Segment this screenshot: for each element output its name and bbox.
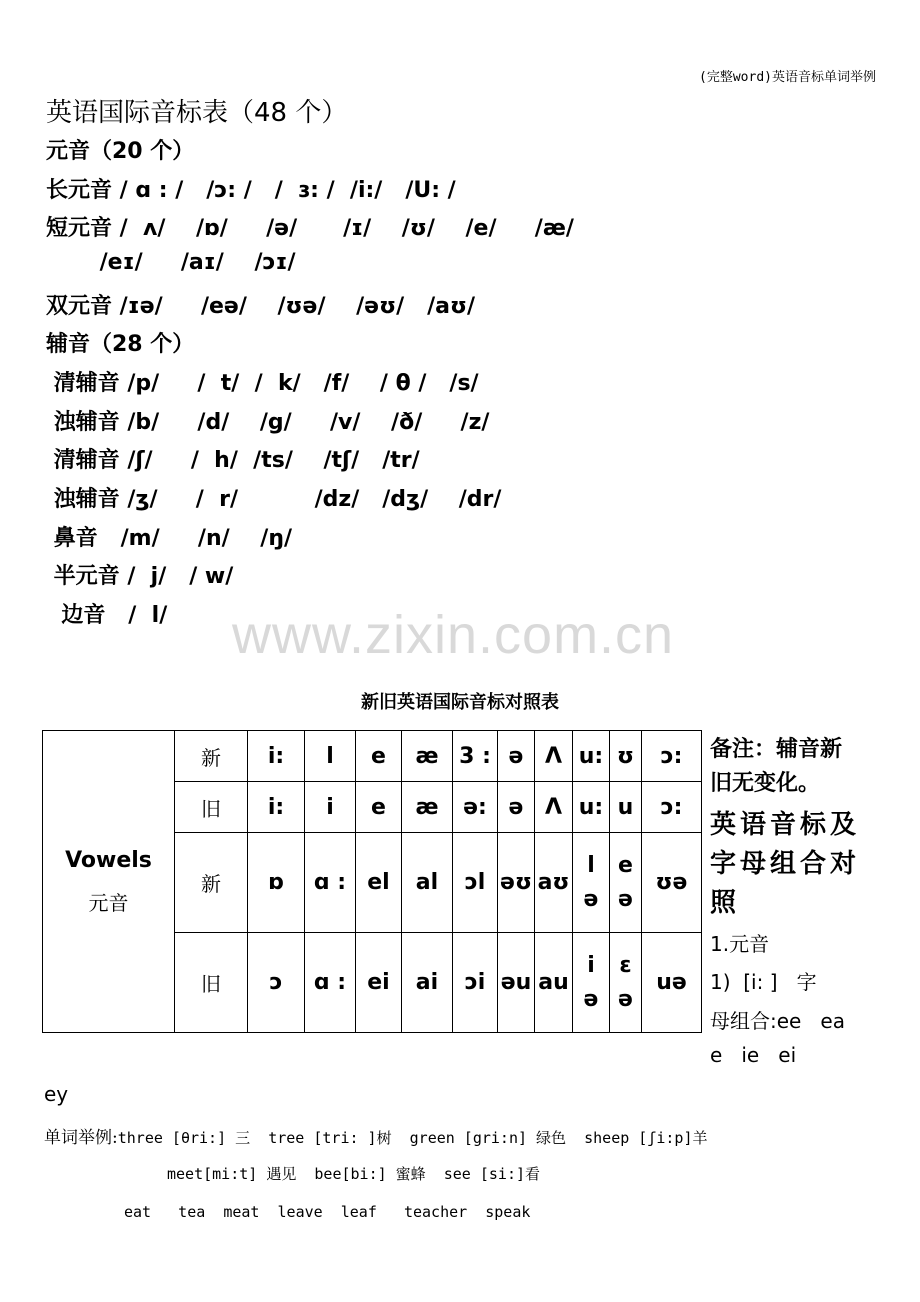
- phonetic-line: 辅音（28 个）: [46, 332, 195, 357]
- symbol-cell: ai: [402, 933, 453, 1033]
- letter-combo-ey: ey: [44, 1082, 69, 1106]
- vowels-header-cell: [43, 731, 175, 1033]
- symbol-cell: æ: [402, 731, 453, 782]
- phonetic-line: 元音（20 个）: [46, 139, 195, 164]
- stacked-symbol: ɛ: [619, 952, 632, 978]
- phonetic-line: 长元音 / ɑ : / /ɔ: / / ɜ: / /i:/ /U: /: [46, 178, 456, 203]
- symbol-cell: Λ: [535, 731, 573, 782]
- symbol-cell: ɔi: [453, 933, 498, 1033]
- example-lead: 单词举例:: [44, 1128, 118, 1148]
- symbol-cell: ə: [498, 782, 535, 833]
- phonetic-line: /eɪ/ /aɪ/ /ɔɪ/: [46, 250, 296, 275]
- phonetic-line: 浊辅音 /b/ /d/ /g/ /v/ /ð/ /z/: [46, 410, 490, 435]
- symbol-cell: ʊə: [642, 833, 702, 933]
- example-line: meet[mi:t] 遇见 bee[bi:] 蜜蜂 see [si:]看: [167, 1165, 541, 1183]
- symbol-cell: e: [356, 782, 402, 833]
- example-line: [44, 1123, 708, 1148]
- symbol-cell: l: [305, 731, 356, 782]
- letter-combo: 母组合:ee ea: [710, 1009, 845, 1033]
- phonetic-line: 清辅音 /p/ / t/ / k/ /f/ / θ / /s/: [46, 371, 479, 396]
- symbol-cell: Λ: [535, 782, 573, 833]
- phonetic-line: 边音 / l/: [46, 603, 168, 628]
- symbol-cell: u:: [573, 731, 610, 782]
- symbol-cell-stacked: [573, 933, 610, 1033]
- row-label-new: 新: [175, 833, 248, 933]
- symbol-cell: uə: [642, 933, 702, 1033]
- symbol-cell: əʊ: [498, 833, 535, 933]
- symbol-cell: ə: [498, 731, 535, 782]
- stacked-symbol: ə: [618, 886, 633, 912]
- symbol-cell: e: [356, 731, 402, 782]
- stacked-symbol: ə: [618, 986, 633, 1012]
- phonetic-line: 鼻音 /m/ /n/ /ŋ/: [46, 526, 293, 551]
- phonetic-line: 半元音 / j/ / w/: [46, 564, 234, 589]
- symbol-cell: æ: [402, 782, 453, 833]
- vowels-sub-label: 元音: [88, 890, 129, 915]
- page-title: 英语国际音标表（48 个）: [46, 98, 348, 128]
- symbol-cell: ʊ: [610, 731, 642, 782]
- side-heading: 字母组合对: [710, 849, 861, 879]
- table-title: 新旧英语国际音标对照表: [361, 692, 559, 713]
- symbol-cell: ɑ :: [305, 833, 356, 933]
- side-heading: 英语音标及: [710, 810, 861, 840]
- phonetic-line: 短元音 / ʌ/ /ɒ/ /ə/ /ɪ/ /ʊ/ /e/ /æ/: [46, 216, 574, 241]
- symbol-cell: əu: [498, 933, 535, 1033]
- section-label: 1.元音: [710, 932, 770, 956]
- symbol-cell: 3 :: [453, 731, 498, 782]
- stacked-symbol: e: [618, 852, 633, 878]
- example-words: three [θri:] 三 tree [tri: ]树 green [gri:n] 绿色 sheep [ʃi:p]羊: [117, 1129, 708, 1147]
- symbol-cell-stacked: [610, 933, 642, 1033]
- side-note: 备注：辅音新: [710, 737, 843, 762]
- symbol-cell: au: [535, 933, 573, 1033]
- symbol-cell: u: [610, 782, 642, 833]
- symbol-cell: ɔ:: [642, 782, 702, 833]
- symbol-cell: i:: [248, 782, 305, 833]
- item-label: 1) [i: ] 字: [710, 970, 817, 994]
- symbol-cell: ɒ: [248, 833, 305, 933]
- symbol-cell: ɔl: [453, 833, 498, 933]
- header-note: (完整word)英语音标单词举例: [699, 70, 876, 85]
- watermark: www.zixin.com.cn: [232, 605, 675, 665]
- row-label-old: 旧: [175, 933, 248, 1033]
- side-heading: 照: [710, 888, 741, 918]
- phonetic-line: 清辅音 /ʃ/ / h/ /ts/ /tʃ/ /tr/: [46, 448, 420, 473]
- vowels-label: Vowels: [65, 847, 152, 873]
- stacked-symbol: ə: [583, 986, 599, 1012]
- vowel-comparison-table: [42, 730, 702, 1033]
- stacked-symbol: ə: [583, 886, 599, 912]
- phonetic-line: 浊辅音 /ʒ/ / r/ /dz/ /dʒ/ /dr/: [46, 487, 502, 512]
- symbol-cell-stacked: [610, 833, 642, 933]
- side-note: 旧无变化。: [710, 771, 821, 796]
- stacked-symbol: i: [587, 952, 595, 978]
- letter-combo: e ie ei: [710, 1043, 797, 1067]
- row-label-new: 新: [175, 731, 248, 782]
- symbol-cell: ei: [356, 933, 402, 1033]
- symbol-cell: ɔ: [248, 933, 305, 1033]
- stacked-symbol: l: [587, 852, 595, 878]
- symbol-cell: u:: [573, 782, 610, 833]
- symbol-cell: ə:: [453, 782, 498, 833]
- symbol-cell: al: [402, 833, 453, 933]
- symbol-cell: i: [305, 782, 356, 833]
- symbol-cell: ɑ :: [305, 933, 356, 1033]
- row-label-old: 旧: [175, 782, 248, 833]
- symbol-cell: el: [356, 833, 402, 933]
- phonetic-line: 双元音 /ɪə/ /eə/ /ʊə/ /əʊ/ /aʊ/: [46, 294, 475, 319]
- symbol-cell: aʊ: [535, 833, 573, 933]
- symbol-cell: ɔ:: [642, 731, 702, 782]
- example-line: eat tea meat leave leaf teacher speak: [124, 1203, 531, 1221]
- symbol-cell: i:: [248, 731, 305, 782]
- symbol-cell-stacked: [573, 833, 610, 933]
